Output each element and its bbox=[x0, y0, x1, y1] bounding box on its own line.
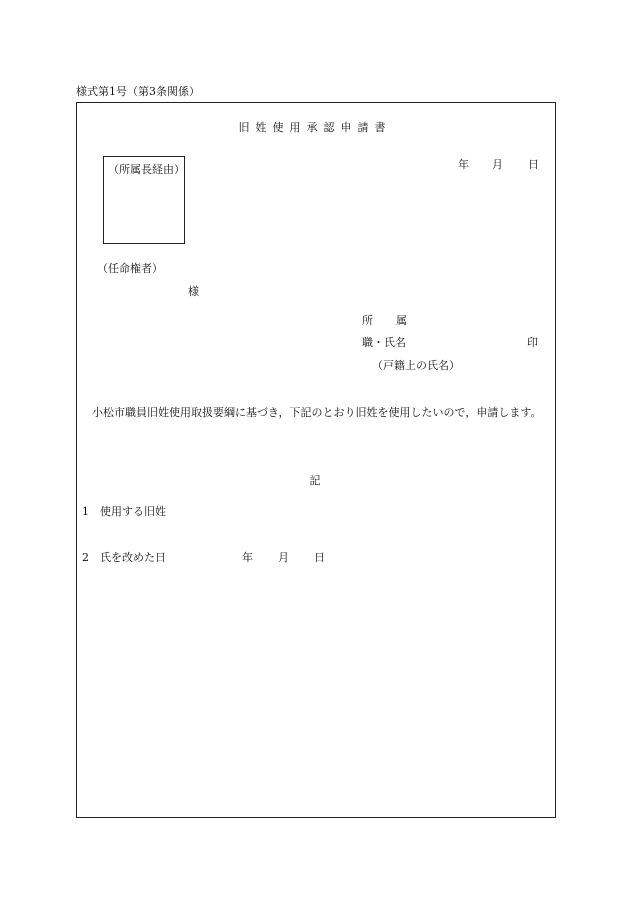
stamp-box-label: （所属長経由） bbox=[108, 163, 185, 176]
department-char-1: 所 bbox=[362, 314, 373, 327]
honorific-sama: 様 bbox=[188, 285, 199, 298]
item-number: 1 bbox=[82, 505, 89, 518]
item-label: 使用する旧姓 bbox=[100, 505, 166, 518]
item-maiden-name bbox=[82, 505, 166, 519]
date-day: 日 bbox=[528, 158, 539, 171]
item-label: 氏を改めた日 bbox=[100, 551, 166, 564]
position-name-label: 職・氏名 bbox=[362, 336, 406, 349]
changed-date-month: 月 bbox=[278, 551, 289, 564]
application-date bbox=[458, 158, 539, 172]
form-number-label: 様式第1号（第3条関係） bbox=[76, 85, 200, 98]
application-body-text: 小松市職員旧姓使用取扱要綱に基づき，下記のとおり旧姓を使用したいので，申請します。 bbox=[92, 406, 542, 419]
date-month: 月 bbox=[492, 158, 503, 171]
document-title: 旧姓使用承認申請書 bbox=[238, 121, 392, 134]
changed-date-day: 日 bbox=[314, 551, 325, 564]
ki-heading: 記 bbox=[309, 474, 321, 487]
item-number: 2 bbox=[82, 551, 89, 564]
family-register-name-note: （戸籍上の氏名） bbox=[372, 359, 460, 372]
name-change-date bbox=[242, 551, 325, 565]
seal-mark: 印 bbox=[527, 336, 538, 349]
appointer-label: （任命権者） bbox=[97, 262, 163, 275]
item-name-change-date bbox=[82, 551, 166, 565]
department-char-2: 属 bbox=[396, 314, 407, 327]
department-label bbox=[362, 314, 407, 328]
date-year: 年 bbox=[458, 158, 469, 171]
changed-date-year: 年 bbox=[242, 551, 253, 564]
